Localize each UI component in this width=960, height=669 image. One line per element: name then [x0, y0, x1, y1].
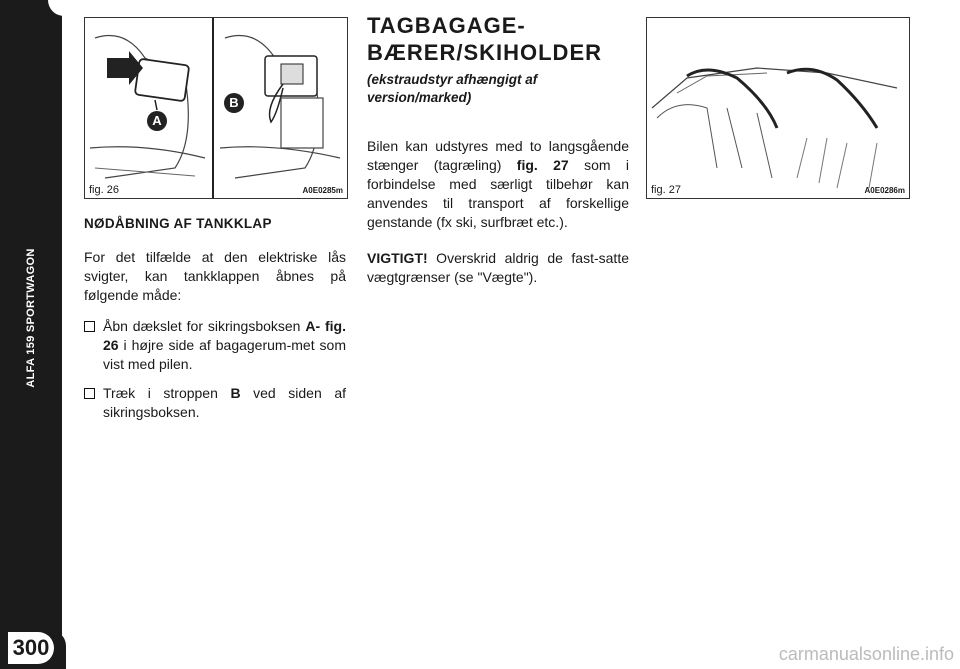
checkbox-bullet-icon	[84, 321, 95, 332]
bullet-ref: A-	[305, 318, 321, 334]
warning-label: VIGTIGT!	[367, 250, 428, 266]
figure-ref: fig. 27	[516, 157, 569, 173]
bullet-text: Træk i stroppen	[103, 385, 231, 401]
sidebar-notch	[48, 0, 64, 16]
bullet-text: i højre side af bagagerum-met som vist med pilen.	[103, 337, 346, 372]
section-heading: NØDÅBNING AF TANKKLAP	[84, 216, 272, 231]
label-a-badge: A	[147, 111, 167, 131]
label-b-badge: B	[224, 93, 244, 113]
title-line: TAGBAGAGE-	[367, 13, 526, 38]
warning-paragraph: VIGTIGT! Overskrid aldrig de fast-satte vægtgrænser (se "Vægte").	[367, 250, 629, 285]
subtitle: (ekstraudstyr afhængigt af version/marked)	[367, 72, 538, 105]
figure-caption: fig. 26	[89, 184, 119, 196]
bullet-text: ved siden af sikringsboksen.	[103, 385, 347, 420]
page-number: 300	[8, 632, 54, 664]
figure-code: A0E0285m	[302, 186, 343, 195]
figure-27	[646, 17, 910, 199]
list-item	[84, 384, 346, 424]
roof-rail-paragraph: Bilen kan udstyres med to langsgående stænger (tagræling) fig. 27 som i forbindelse med særligt tilbehør kan anvendes til transport af forskellige genstande (fx ski, surfbræt etc.).	[367, 138, 630, 230]
list-item	[84, 317, 346, 377]
page-title	[367, 12, 602, 66]
sidebar-label: ALFA 159 SPORTWAGON	[25, 248, 37, 388]
figure-26	[84, 17, 348, 199]
checkbox-bullet-icon	[84, 388, 95, 399]
bullet-ref: B	[230, 385, 241, 401]
figure-caption: fig. 27	[651, 184, 681, 196]
fuse-box-illustration	[85, 18, 347, 198]
intro-paragraph: For det tilfælde at den elektriske lås svigter, kan tankklappen åbnes på følgende måde:	[84, 249, 346, 303]
sidebar	[0, 0, 62, 669]
watermark: carmanualsonline.info	[778, 644, 954, 664]
figure-code: A0E0286m	[864, 186, 905, 195]
figure-ref: fig. 26	[103, 318, 346, 353]
bullet-text: Åbn dækslet for sikringsboksen	[103, 318, 306, 334]
roof-rails-illustration	[647, 18, 909, 198]
title-line: BÆRER/SKIHOLDER	[367, 40, 603, 65]
